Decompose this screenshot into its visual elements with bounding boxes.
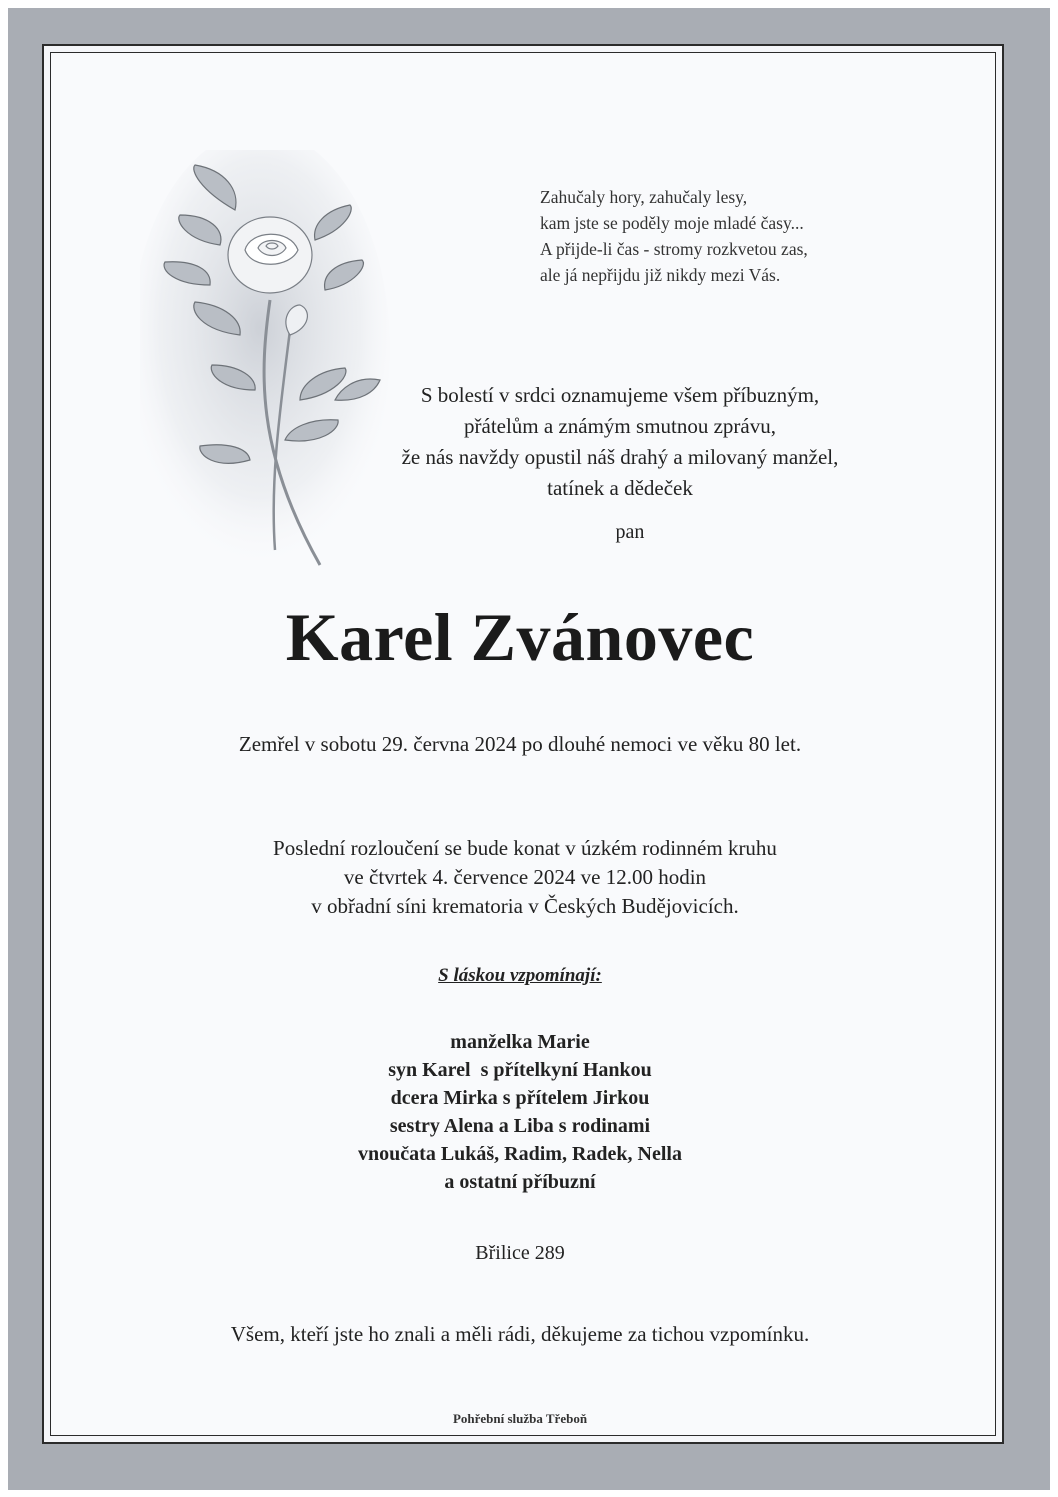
family-line: a ostatní příbuzní	[444, 1171, 596, 1193]
farewell-line: Poslední rozloučení se bude konat v úzkém rodinném kruhu	[273, 836, 777, 860]
family-line: manželka Marie	[450, 1031, 590, 1053]
announcement-line: že nás navždy opustil náš drahý a milovaný manžel,	[401, 445, 839, 469]
title-prefix: pan	[615, 521, 645, 543]
family-list	[200, 1028, 840, 1196]
deceased-name: Karel Zvánovec	[285, 599, 755, 675]
family-line: sestry Alena a Liba s rodinami	[389, 1115, 651, 1137]
family-line: syn Karel s přítelkyní Hankou	[388, 1059, 652, 1081]
announcement-line: S bolestí v srdci oznamujeme všem příbuzným,	[420, 383, 820, 407]
poem-line: A přijde-li čas - stromy rozkvetou zas,	[540, 239, 808, 259]
poem-line: ale já nepřijdu již nikdy mezi Vás.	[540, 265, 781, 285]
poem-line: Zahučaly hory, zahučaly lesy,	[540, 187, 748, 207]
farewell-info	[120, 834, 930, 921]
thanks-note: Všem, kteří jste ho znali a měli rádi, děkujeme za tichou vzpomínku.	[230, 1322, 810, 1346]
memory-heading: S láskou vzpomínají:	[438, 965, 602, 986]
announcement-line: tatínek a dědeček	[547, 476, 693, 500]
farewell-line: v obřadní síni krematoria v Českých Budějovicích.	[311, 894, 739, 918]
rose-illustration	[140, 150, 390, 580]
farewell-line: ve čtvrtek 4. července 2024 ve 12.00 hodin	[343, 865, 707, 889]
poem	[540, 184, 940, 288]
poem-line: kam jste se poděly moje mladé časy...	[540, 213, 804, 233]
funeral-service-footer: Pohřební služba Třeboň	[452, 1411, 588, 1426]
family-line: dcera Mirka s přítelem Jirkou	[390, 1087, 650, 1109]
address: Břilice 289	[475, 1242, 565, 1264]
death-note: Zemřel v sobotu 29. června 2024 po dlouhé nemoci ve věku 80 let.	[238, 732, 802, 756]
announcement-line: přátelům a známým smutnou zprávu,	[464, 414, 776, 438]
announcement	[330, 380, 910, 504]
family-line: vnoučata Lukáš, Radim, Radek, Nella	[358, 1143, 682, 1165]
